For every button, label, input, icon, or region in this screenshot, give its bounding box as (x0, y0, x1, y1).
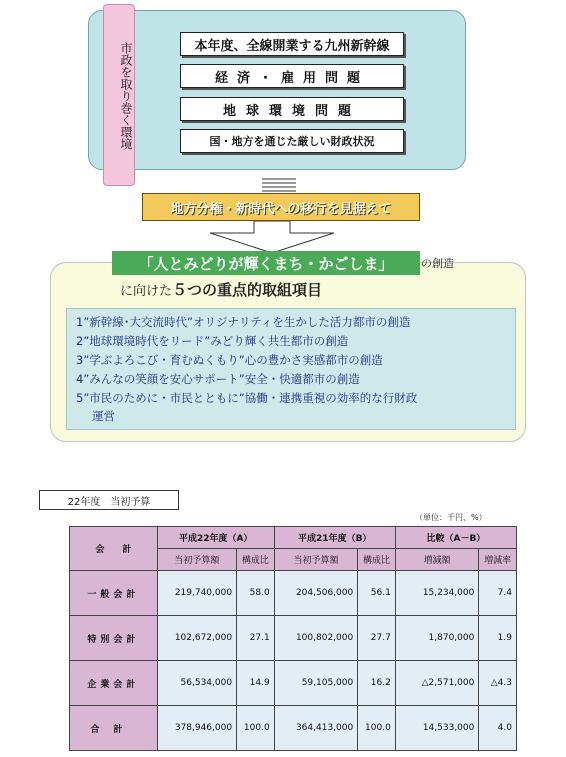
cell-fy22-ratio: 27.1 (237, 616, 275, 661)
cell-fy22-ratio: 14.9 (237, 661, 275, 706)
strategy-subtitle (120, 279, 322, 300)
cell-fy21-amount: 364,413,000 (274, 706, 358, 751)
cell-fy22-amount: 102,672,000 (157, 616, 236, 661)
transition-banner: 地方分権・新時代への移行を見据えて (142, 193, 420, 221)
table-row (70, 661, 517, 706)
cell-rate: 1.9 (479, 616, 517, 661)
cell-rate: 4.0 (479, 706, 517, 751)
cell-fy22-ratio: 100.0 (237, 706, 275, 751)
cell-diff: 15,234,000 (395, 571, 479, 616)
priority-item-1: 1”新幹線･大交流時代”オリジナリティを生かした活力都市の創造 (76, 315, 411, 329)
cell-fy22-ratio: 58.0 (237, 571, 275, 616)
header-increase-rate: 増減率 (479, 549, 517, 571)
priority-item-2: 2”地球環境時代をリード”みどり輝く共生都市の創造 (76, 334, 349, 348)
cell-fy22-amount: 56,534,000 (157, 661, 236, 706)
down-arrow-icon (210, 221, 334, 253)
cell-rate: △4.3 (479, 661, 517, 706)
header-fy22-budget: 当初予算額 (157, 549, 236, 571)
priority-item-5: 5”市民のために・市民とともに”協働・連携重視の効率的な行財政 (76, 391, 418, 405)
row-name: 一般会計 (70, 571, 158, 616)
row-name: 企業会計 (70, 661, 158, 706)
row-name: 特別会計 (70, 616, 158, 661)
environment-label-box (103, 4, 135, 186)
cell-rate: 7.4 (479, 571, 517, 616)
cell-fy22-amount: 219,740,000 (157, 571, 236, 616)
header-fy21-budget: 当初予算額 (274, 549, 358, 571)
header-fy22-ratio: 構成比 (237, 549, 275, 571)
subtitle-emphasis: ５つの重点的取組項目 (172, 281, 323, 299)
header-fy21-ratio: 構成比 (358, 549, 396, 571)
unit-note: （単位：千円、%） (415, 513, 487, 522)
priority-item-3: 3”学ぶよろこび・育むぬくもり”心の豊かさ実感都市の創造 (76, 353, 383, 367)
table-row-total (70, 706, 517, 751)
header-fy22: 平成22年度（A） (157, 527, 274, 549)
issue-finance: 国・地方を通じた厳しい財政状況 (180, 129, 404, 153)
priority-item-5-cont: 運営 (92, 409, 115, 423)
cell-fy21-ratio: 100.0 (358, 706, 396, 751)
priority-item-4: 4”みんなの笑顔を安心サポート”安全・快適都市の創造 (76, 372, 360, 386)
issue-environment: 地球環境問題 (180, 97, 404, 121)
budget-label: 22年度 当初予算 (39, 490, 179, 510)
cell-diff: 1,870,000 (395, 616, 479, 661)
cell-fy21-ratio: 27.7 (358, 616, 396, 661)
row-name: 合計 (70, 706, 158, 751)
table-row (70, 571, 517, 616)
cell-diff: 14,533,000 (395, 706, 479, 751)
header-fy21: 平成21年度（B） (274, 527, 395, 549)
table-row (70, 616, 517, 661)
cell-fy21-amount: 100,802,000 (274, 616, 358, 661)
cell-fy21-amount: 204,506,000 (274, 571, 358, 616)
cell-fy22-amount: 378,946,000 (157, 706, 236, 751)
issue-shinkansen: 本年度、全線開業する九州新幹線 (180, 32, 404, 56)
header-increase-amount: 増減額 (395, 549, 479, 571)
cell-diff: △2,571,000 (395, 661, 479, 706)
city-slogan: 「人とみどりが輝くまち・かごしま」 (112, 251, 420, 275)
cell-fy21-ratio: 56.1 (358, 571, 396, 616)
environment-label: 市政を取り巻く環境 (119, 42, 133, 150)
issue-economy: 経済・雇用問題 (180, 64, 404, 88)
cell-fy21-amount: 59,105,000 (274, 661, 358, 706)
header-compare: 比較（A－B） (395, 527, 516, 549)
budget-table (69, 526, 517, 751)
subtitle-prefix: に向けた (120, 284, 173, 299)
header-account: 会 計 (70, 527, 158, 571)
table-header-row (70, 527, 517, 549)
cell-fy21-ratio: 16.2 (358, 661, 396, 706)
slogan-suffix: の創造 (421, 257, 454, 270)
